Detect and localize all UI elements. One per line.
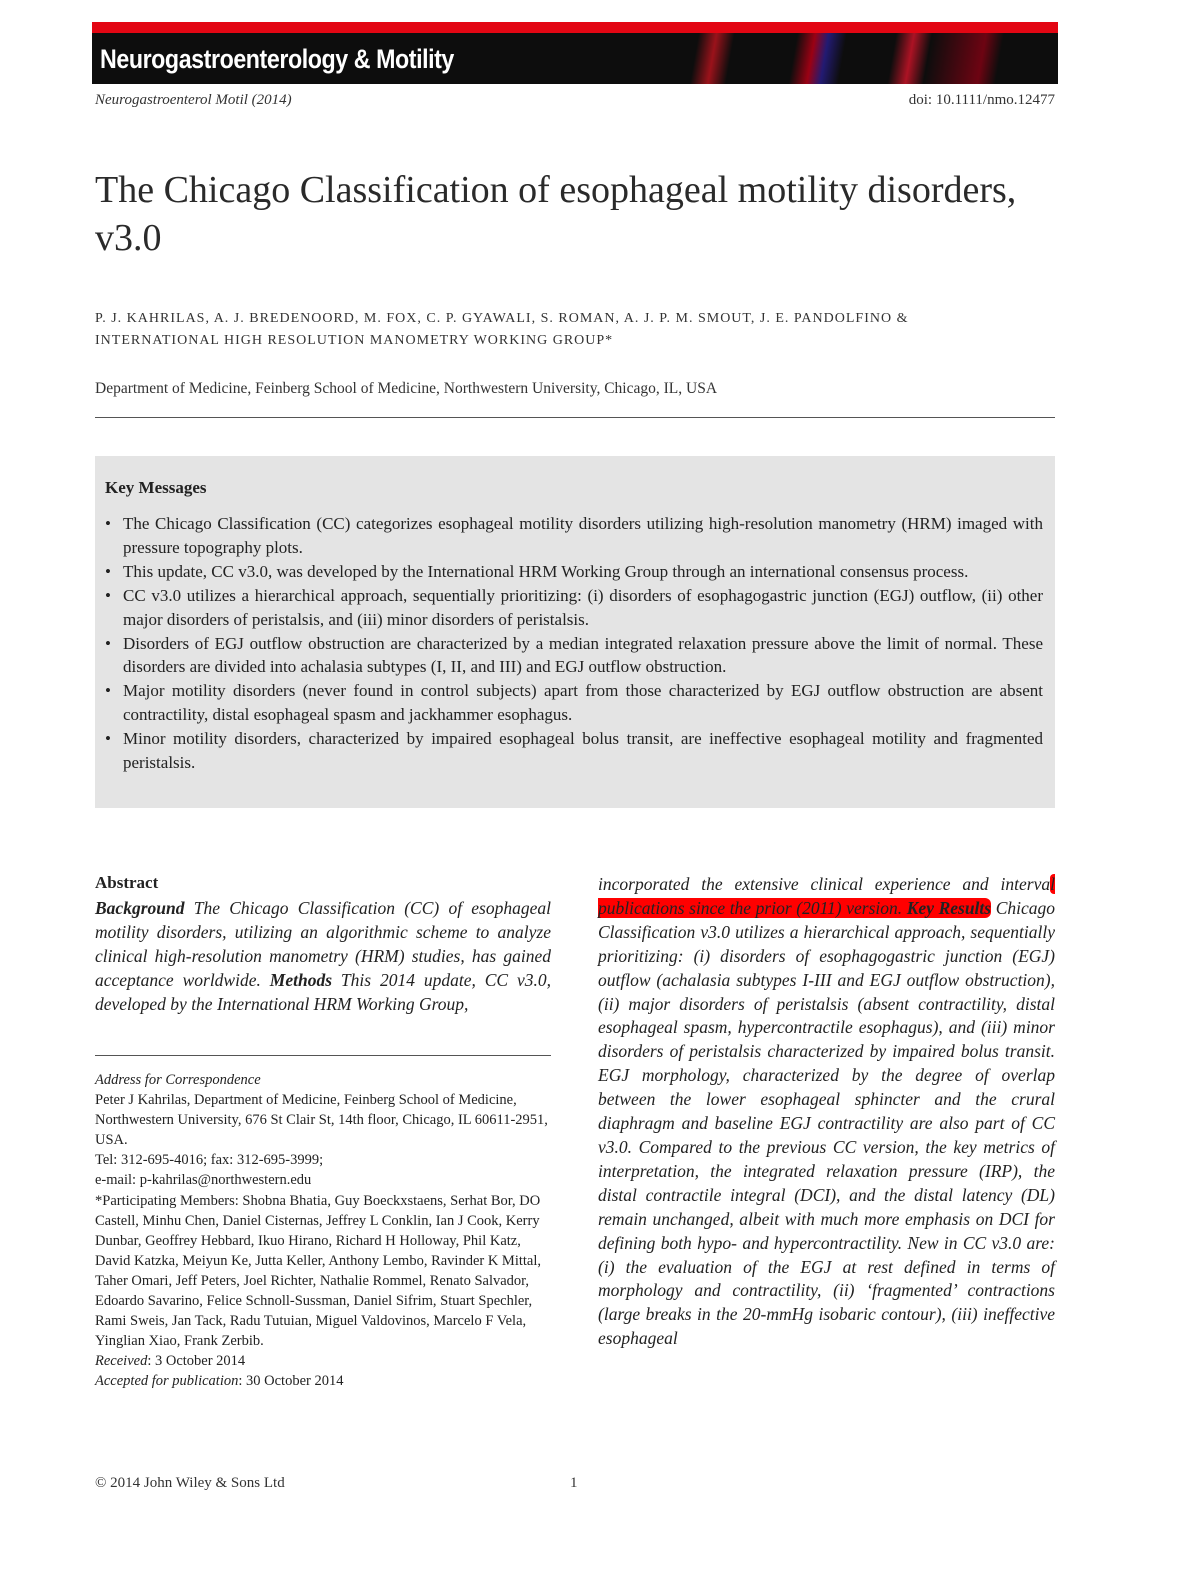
key-message-item: • This update, CC v3.0, was developed by the International HRM Working Group through an international consensus process. xyxy=(105,560,1043,584)
header-divider xyxy=(95,417,1055,418)
correspondence-phone: Tel: 312-695-4016; fax: 312-695-3999; xyxy=(95,1152,324,1169)
article-title: The Chicago Classification of esophageal motility disorders, v3.0 xyxy=(95,169,1017,259)
accepted-date: : 30 October 2014 xyxy=(238,1373,344,1390)
key-message-item: • Disorders of EGJ outflow obstruction are characterized by a median integrated relaxation pressure above the limit of normal. These disorders are divided into achalasia subtypes (I, II, and III) and EGJ outflow obstruction. xyxy=(105,632,1043,680)
received-date: : 3 October 2014 xyxy=(147,1353,246,1370)
citation-line xyxy=(95,92,1055,109)
abstract-right-pre: incorporated the extensive clinical experience and interva xyxy=(598,874,1051,894)
key-message-item: • Minor motility disorders, characterized by impaired esophageal bolus transit, are ineffective esophageal motility and fragmented peristalsis. xyxy=(105,727,1043,775)
banner-artwork xyxy=(618,33,1058,84)
journal-name: Neurogastroenterology & Motility xyxy=(100,44,454,74)
accepted-line xyxy=(95,1371,551,1391)
highlighted-phrase: l publications since the prior (2011) version. xyxy=(598,874,1055,918)
page-number: 1 xyxy=(570,1475,578,1491)
abstract-right-column xyxy=(598,873,1055,1351)
key-message-item: • The Chicago Classification (CC) categorizes esophageal motility disorders utilizing high-resolution manometry (HRM) imaged with pressure topography plots. xyxy=(105,512,1043,560)
doi-link[interactable]: doi: 10.1111/nmo.12477 xyxy=(908,92,1055,108)
methods-label: Methods xyxy=(269,969,332,990)
received-label: Received xyxy=(95,1353,148,1370)
correspondence-divider xyxy=(95,1055,551,1056)
key-message-item: • Major motility disorders (never found in control subjects) apart from those characterized by EGJ outflow obstruction are absent contractility, distal esophageal spasm and jackhammer esophagus. xyxy=(105,679,1043,727)
banner-red-stripe xyxy=(92,22,1058,33)
key-message-item: • CC v3.0 utilizes a hierarchical approach, sequentially prioritizing: (i) disorders of esophagogastric junction (EGJ) outflow, (ii) other major disorders of peristalsis, and (iii) minor disorders of peristalsis. xyxy=(105,584,1043,632)
abstract-right-post: Chicago Classification v3.0 utilizes a hierarchical approach, sequentially prioritizing: (i) disorders of esophagogastric junction (EGJ) outflow (achalasia subtypes I-III and EGJ outflow obstruction), (ii) major disorders of peristalsis (absent contractility, distal esophageal spasm, hypercontractile esophagus), and (iii) minor disorders of peristalsis characterized by impaired bolus transit. EGJ morphology, characterized by the degree of overlap between the lower esophageal sphincter and the crural diaphragm and baseline EGJ contractility are also part of CC v3.0. Compared to the previous CC version, the key metrics of interpretation, the integrated relaxation pressure (IRP), the distal contractile integral (DCI), and the distal latency (DL) remain unchanged, albeit with much more emphasis on DCI for defining both hypo- and hypercontractility. New in CC v3.0 are: (i) the evaluation of the EGJ at rest defined in terms of morphology and contractility, (ii) ‘fragmented’ contractions (large breaks in the 20-mmHg isobaric contour), (iii) ineffective esophageal xyxy=(598,897,1056,1349)
correspondence-email[interactable]: e-mail: p-kahrilas@northwestern.edu xyxy=(95,1172,312,1189)
key-messages-list xyxy=(105,512,1043,775)
correspondence-block xyxy=(95,1070,551,1392)
author-list xyxy=(95,308,1055,352)
abstract-text-left xyxy=(95,897,551,1017)
received-line xyxy=(95,1351,551,1371)
background-label: Background xyxy=(95,898,185,918)
journal-banner xyxy=(92,22,1058,84)
key-messages-heading: Key Messages xyxy=(105,478,207,497)
key-messages-box xyxy=(95,456,1055,808)
correspondence-label: Address for Correspondence xyxy=(95,1072,261,1088)
affiliation: Department of Medicine, Feinberg School of Medicine, Northwestern University, Chicago, IL, USA xyxy=(95,380,718,397)
abstract-left-column xyxy=(95,873,551,1017)
key-results-label: Key Results xyxy=(906,897,992,918)
abstract-heading: Abstract xyxy=(95,873,159,892)
methods-text: This 2014 update, CC v3.0, developed by the International HRM Working Group, xyxy=(95,969,551,1014)
citation-text: Neurogastroenterol Motil (2014) xyxy=(95,92,292,108)
accepted-label: Accepted for publication xyxy=(95,1373,239,1390)
participating-members: *Participating Members: Shobna Bhatia, Guy Boeckxstaens, Serhat Bor, DO Castell, Minhu Chen, Daniel Cisternas, Jeffrey L Conklin, Ian J Cook, Kerry Dunbar, Geoffrey Hebbard, Ikuo Hirano, Richard H Holloway, Phil Katz, David Katzka, Meiyun Ke, Jutta Keller, Anthony Lembo, Ravinder K Mittal, Taher Omari, Jeff Peters, Joel Richter, Nathalie Rommel, Renato Salvador, Edoardo Savarino, Felice Schnoll-Sussman, Daniel Sifrim, Stuart Spechler, Rami Sweis, Jan Tack, Radu Tutuian, Miguel Valdovinos, Marcelo F Vela, Yinglian Xiao, Frank Zerbib. xyxy=(95,1192,542,1350)
background-text: The Chicago Classification (CC) of esophageal motility disorders, utilizing an algorithmic scheme to analyze clinical high-resolution manometry (HRM) studies, has gained acceptance worldwide. xyxy=(95,898,551,990)
copyright-notice: © 2014 John Wiley & Sons Ltd xyxy=(95,1475,285,1491)
authors-line-2: INTERNATIONAL HIGH RESOLUTION MANOMETRY WORKING GROUP* xyxy=(95,333,614,348)
correspondence-address: Peter J Kahrilas, Department of Medicine, Feinberg School of Medicine, Northwestern University, 676 St Clair St, 14th floor, Chicago, IL 60611-2951, USA. xyxy=(95,1092,548,1149)
authors-line-1: P. J. KAHRILAS, A. J. BREDENOORD, M. FOX, C. P. GYAWALI, S. ROMAN, A. J. P. M. SMOUT, J. E. PANDOLFINO & xyxy=(95,311,909,326)
